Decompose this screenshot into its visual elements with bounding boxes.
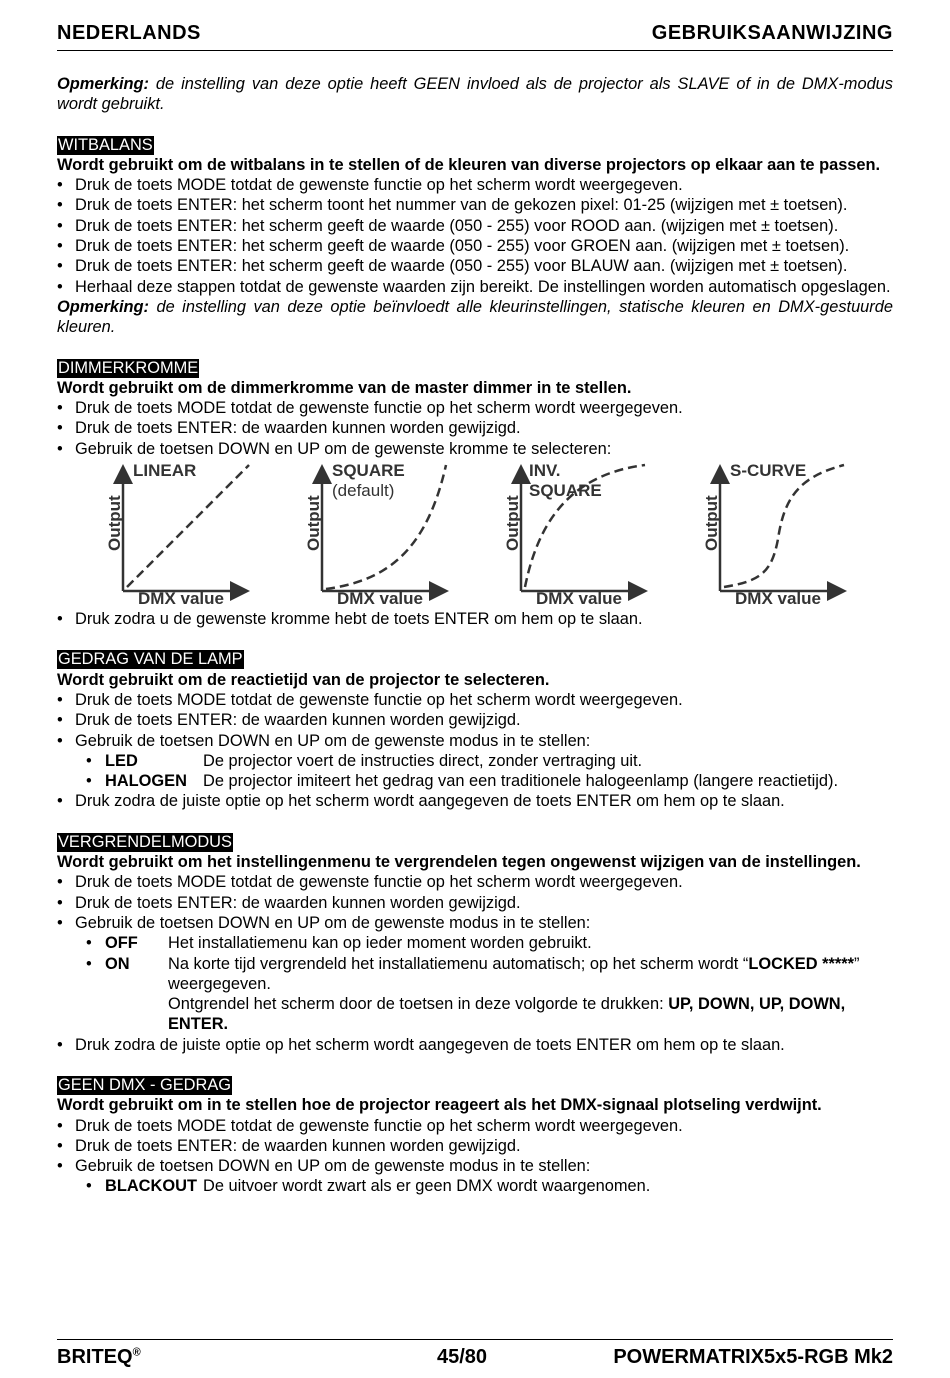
curve-inv-square xyxy=(503,459,643,609)
section-title: WITBALANS xyxy=(58,135,153,154)
curve-title: SQUARE xyxy=(332,461,405,481)
option-blackout xyxy=(57,1176,893,1196)
section-title: DIMMERKROMME xyxy=(58,358,199,377)
page-footer xyxy=(57,1339,893,1369)
y-axis-label: Output xyxy=(702,495,721,552)
list-item: • Gebruik de toetsen DOWN en UP om de gewenste kromme te selecteren: xyxy=(57,439,893,459)
list-item: • Druk de toets ENTER: de waarden kunnen worden gewijzigd. xyxy=(57,893,893,913)
y-axis-label: Output xyxy=(503,495,522,552)
section-title: VERGRENDELMODUS xyxy=(58,832,232,851)
option-on xyxy=(57,954,893,1035)
list-item: • Druk de toets ENTER: de waarden kunnen worden gewijzigd. xyxy=(57,1136,893,1156)
list-item: • Druk de toets ENTER: het scherm geeft de waarde (050 - 255) voor ROOD aan. (wijzigen met ± toetsen). xyxy=(57,216,893,236)
section-intro: Wordt gebruikt om in te stellen hoe de projector reageert als het DMX-signaal plotseling verdwijnt. xyxy=(57,1096,822,1115)
option-key: • ON xyxy=(86,954,168,1035)
section-lamp xyxy=(57,649,893,811)
list-item: • Druk de toets MODE totdat de gewenste functie op het scherm wordt weergegeven. xyxy=(57,872,893,892)
curve-square xyxy=(304,459,444,609)
list-item: • Gebruik de toetsen DOWN en UP om de gewenste modus in te stellen: xyxy=(57,913,893,933)
option-value: De projector imiteert het gedrag van een traditionele halogeenlamp (langere reactietijd). xyxy=(203,772,839,791)
option-value: Het installatiemenu kan op ieder moment worden gebruikt. xyxy=(168,934,592,953)
section-witbalans xyxy=(57,135,893,338)
list-item: • Gebruik de toetsen DOWN en UP om de gewenste modus in te stellen: xyxy=(57,1156,893,1176)
footer-page-number: 45/80 xyxy=(436,1346,488,1368)
option-off xyxy=(57,933,893,953)
section-no-dmx xyxy=(57,1075,893,1197)
list-item: • Druk de toets MODE totdat de gewenste functie op het scherm wordt weergegeven. xyxy=(57,1116,893,1136)
option-key: • LED xyxy=(86,751,203,771)
section-vergrendelmodus xyxy=(57,832,893,1055)
list-item: • Druk de toets ENTER: de waarden kunnen worden gewijzigd. xyxy=(57,710,893,730)
option-halogen xyxy=(57,771,893,791)
list-item: • Gebruik de toetsen DOWN en UP om de gewenste modus in te stellen: xyxy=(57,731,893,751)
list-item: • Druk de toets ENTER: het scherm geeft de waarde (050 - 255) voor BLAUW aan. (wijzigen met ± toetsen). xyxy=(57,256,893,276)
option-led xyxy=(57,751,893,771)
curve-linear xyxy=(105,459,245,609)
curve-subtitle: (default) xyxy=(332,481,395,501)
list-item: • Druk zodra de juiste optie op het scherm wordt aangegeven de toets ENTER om hem op te slaan. xyxy=(57,791,893,811)
curve-title-line2: SQUARE xyxy=(529,481,602,501)
x-axis-label: DMX value xyxy=(536,589,622,609)
note-slave: Opmerking: de instelling van deze optie heeft GEEN invloed als de projector als SLAVE of in de DMX-modus wordt gebruikt. xyxy=(57,75,893,114)
list-item: • Druk de toets MODE totdat de gewenste functie op het scherm wordt weergegeven. xyxy=(57,398,893,418)
footer-brand: BRITEQ® xyxy=(57,1346,141,1368)
header-doc-type: GEBRUIKSAANWIJZING xyxy=(651,22,893,44)
section-title: GEDRAG VAN DE LAMP xyxy=(58,650,243,669)
linear-curve-line xyxy=(127,465,249,587)
curve-title: S-CURVE xyxy=(730,461,807,481)
y-axis-label: Output xyxy=(304,495,323,552)
option-value: De projector voert de instructies direct, zonder vertraging uit. xyxy=(203,751,643,770)
section-intro: Wordt gebruikt om de witbalans in te stellen of de kleuren van diverse projectors op elkaar aan te passen. xyxy=(57,155,881,174)
curve-title: LINEAR xyxy=(133,461,197,481)
list-item: • Druk zodra de juiste optie op het scherm wordt aangegeven de toets ENTER om hem op te slaan. xyxy=(57,1035,893,1055)
option-key: • HALOGEN xyxy=(86,771,203,791)
list-item: • Druk de toets ENTER: het scherm toont het nummer van de gekozen pixel: 01-25 (wijzigen met ± toetsen). xyxy=(57,195,893,215)
section-intro: Wordt gebruikt om de reactietijd van de projector te selecteren. xyxy=(57,670,550,689)
page-header xyxy=(57,22,893,51)
list-item: • Druk zodra u de gewenste kromme hebt de toets ENTER om hem op te slaan. xyxy=(57,609,893,629)
list-item: • Druk de toets ENTER: het scherm geeft de waarde (050 - 255) voor GROEN aan. (wijzigen met ± toetsen). xyxy=(57,236,893,256)
s-curve-line xyxy=(724,465,844,587)
section-intro: Wordt gebruikt om de dimmerkromme van de master dimmer in te stellen. xyxy=(57,378,632,397)
x-axis-label: DMX value xyxy=(735,589,821,609)
note-colors: Opmerking: de instelling van deze optie beïnvloedt alle kleurinstellingen, statische kleuren en DMX-gestuurde kleuren. xyxy=(57,297,893,337)
section-dimmerkromme xyxy=(57,358,893,630)
x-axis-label: DMX value xyxy=(138,589,224,609)
footer-model: POWERMATRIX5x5-RGB Mk2 xyxy=(613,1346,893,1368)
curve-s-curve xyxy=(702,459,842,609)
list-item: • Druk de toets MODE totdat de gewenste functie op het scherm wordt weergegeven. xyxy=(57,690,893,710)
section-title: GEEN DMX - GEDRAG xyxy=(58,1075,232,1094)
header-language: NEDERLANDS xyxy=(57,22,201,44)
y-axis-label: Output xyxy=(105,495,124,552)
x-axis-label: DMX value xyxy=(337,589,423,609)
curve-title-line1: INV. xyxy=(529,461,561,481)
dimmer-curves-figure xyxy=(57,459,893,609)
list-item: • Druk de toets MODE totdat de gewenste functie op het scherm wordt weergegeven. xyxy=(57,175,893,195)
page-content xyxy=(57,74,893,1197)
section-intro: Wordt gebruikt om het instellingenmenu te vergrendelen tegen ongewenst wijzigen van de instellingen. xyxy=(57,853,861,872)
option-key: • OFF xyxy=(86,933,168,953)
option-value: Na korte tijd vergrendeld het installatiemenu automatisch; op het scherm wordt “LOCKED *****” weergegeven. Ontgrendel het scherm door de toetsen in deze volgorde te drukken: UP, DOWN, UP, DOWN, ENTER. xyxy=(168,954,860,1034)
option-value: De uitvoer wordt zwart als er geen DMX wordt waargenomen. xyxy=(203,1177,651,1196)
option-key: • BLACKOUT xyxy=(86,1176,203,1196)
list-item: • Druk de toets ENTER: de waarden kunnen worden gewijzigd. xyxy=(57,418,893,438)
list-item: • Herhaal deze stappen totdat de gewenste waarden zijn bereikt. De instellingen worden automatisch opgeslagen. xyxy=(57,277,893,297)
